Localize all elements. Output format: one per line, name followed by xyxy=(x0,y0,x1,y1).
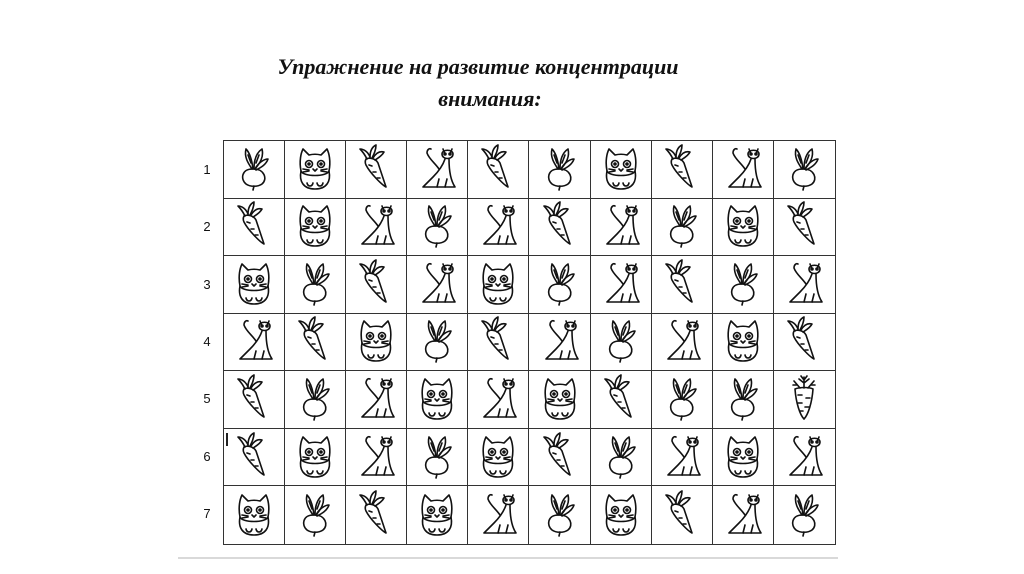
grid-cell xyxy=(774,199,835,257)
carrot-icon xyxy=(476,315,520,368)
page-title: Упражнение на развитие концентрации xyxy=(277,54,679,79)
grid-cell xyxy=(713,314,774,372)
carrot-icon xyxy=(782,200,826,253)
carrot-icon xyxy=(293,315,337,368)
grid-cell xyxy=(468,429,529,487)
grid-cell xyxy=(346,141,407,199)
grid-cell xyxy=(652,429,713,487)
carrot-detailed-icon xyxy=(782,373,826,426)
cat-sitting-icon xyxy=(354,315,398,368)
grid-cell xyxy=(774,141,835,199)
beet-icon xyxy=(415,200,459,253)
beet-icon xyxy=(415,315,459,368)
row-number: 1 xyxy=(203,162,211,177)
carrot-icon xyxy=(232,200,276,253)
cat-sitting-icon xyxy=(293,431,337,484)
cat-sitting-icon xyxy=(415,489,459,542)
grid-cell xyxy=(285,486,346,544)
grid-cell xyxy=(224,141,285,199)
beet-icon xyxy=(293,373,337,426)
beet-icon xyxy=(599,315,643,368)
grid-cell xyxy=(468,256,529,314)
beet-icon xyxy=(721,373,765,426)
grid-cell xyxy=(591,199,652,257)
carrot-icon xyxy=(232,373,276,426)
carrot-icon xyxy=(782,315,826,368)
grid-cell xyxy=(346,371,407,429)
grid-cell xyxy=(224,486,285,544)
cat-lying-icon xyxy=(354,373,398,426)
cat-lying-icon xyxy=(599,258,643,311)
grid-cell xyxy=(224,371,285,429)
cat-lying-icon xyxy=(415,258,459,311)
cat-sitting-icon xyxy=(293,143,337,196)
beet-icon xyxy=(538,258,582,311)
row-number: 6 xyxy=(203,449,211,464)
cat-sitting-icon xyxy=(599,143,643,196)
cat-lying-icon xyxy=(354,200,398,253)
carrot-icon xyxy=(538,200,582,253)
pencil-mark xyxy=(226,433,228,446)
cat-lying-icon xyxy=(232,315,276,368)
divider xyxy=(178,557,838,559)
cat-sitting-icon xyxy=(293,200,337,253)
cat-sitting-icon xyxy=(721,200,765,253)
grid-cell xyxy=(224,199,285,257)
grid-cell xyxy=(407,486,468,544)
grid-cell xyxy=(713,486,774,544)
grid-cell xyxy=(529,371,590,429)
grid-cell xyxy=(652,371,713,429)
beet-icon xyxy=(782,489,826,542)
grid-cell xyxy=(346,486,407,544)
cat-sitting-icon xyxy=(476,431,520,484)
grid-cell xyxy=(529,429,590,487)
grid-cell xyxy=(346,199,407,257)
grid-cell xyxy=(652,314,713,372)
grid-cell xyxy=(713,199,774,257)
grid-cell xyxy=(468,314,529,372)
grid-cell xyxy=(407,199,468,257)
cat-lying-icon xyxy=(476,200,520,253)
carrot-icon xyxy=(354,489,398,542)
grid-cell xyxy=(224,429,285,487)
page-subtitle: внимания: xyxy=(438,86,542,111)
beet-icon xyxy=(721,258,765,311)
grid-cell xyxy=(285,314,346,372)
grid-cell xyxy=(774,314,835,372)
cat-lying-icon xyxy=(415,143,459,196)
cat-lying-icon xyxy=(538,315,582,368)
cat-lying-icon xyxy=(476,489,520,542)
grid-cell xyxy=(468,486,529,544)
carrot-icon xyxy=(660,489,704,542)
beet-icon xyxy=(538,143,582,196)
grid-cell xyxy=(346,314,407,372)
cat-lying-icon xyxy=(599,200,643,253)
grid-cell xyxy=(224,314,285,372)
cat-sitting-icon xyxy=(232,489,276,542)
grid-cell xyxy=(774,486,835,544)
row-number: 7 xyxy=(203,506,211,521)
cat-lying-icon xyxy=(354,431,398,484)
grid-cell xyxy=(407,314,468,372)
cat-sitting-icon xyxy=(415,373,459,426)
row-number: 3 xyxy=(203,277,211,292)
beet-icon xyxy=(232,143,276,196)
beet-icon xyxy=(660,200,704,253)
exercise-grid xyxy=(223,140,836,545)
grid-cell xyxy=(713,141,774,199)
cat-lying-icon xyxy=(660,431,704,484)
cat-lying-icon xyxy=(476,373,520,426)
cat-sitting-icon xyxy=(476,258,520,311)
cat-lying-icon xyxy=(721,143,765,196)
carrot-icon xyxy=(660,143,704,196)
cat-lying-icon xyxy=(782,431,826,484)
grid-cell xyxy=(407,429,468,487)
cat-sitting-icon xyxy=(721,315,765,368)
grid-cell xyxy=(774,256,835,314)
grid-cell xyxy=(468,371,529,429)
grid-cell xyxy=(529,256,590,314)
beet-icon xyxy=(538,489,582,542)
carrot-icon xyxy=(660,258,704,311)
grid-cell xyxy=(652,141,713,199)
carrot-icon xyxy=(354,143,398,196)
grid-cell xyxy=(713,256,774,314)
grid-cell xyxy=(652,486,713,544)
row-number: 4 xyxy=(203,334,211,349)
grid-cell xyxy=(591,371,652,429)
grid-cell xyxy=(591,429,652,487)
grid-cell xyxy=(713,371,774,429)
grid-cell xyxy=(652,256,713,314)
carrot-icon xyxy=(599,373,643,426)
grid-cell xyxy=(591,486,652,544)
cat-lying-icon xyxy=(782,258,826,311)
grid-cell xyxy=(285,371,346,429)
carrot-icon xyxy=(538,431,582,484)
grid-cell xyxy=(407,371,468,429)
grid-cell xyxy=(468,141,529,199)
beet-icon xyxy=(660,373,704,426)
beet-icon xyxy=(415,431,459,484)
carrot-icon xyxy=(354,258,398,311)
grid-cell xyxy=(713,429,774,487)
grid-cell xyxy=(468,199,529,257)
grid-cell xyxy=(285,256,346,314)
row-number: 5 xyxy=(203,391,211,406)
carrot-icon xyxy=(232,431,276,484)
grid-cell xyxy=(529,141,590,199)
carrot-icon xyxy=(476,143,520,196)
beet-icon xyxy=(782,143,826,196)
grid-cell xyxy=(529,486,590,544)
cat-sitting-icon xyxy=(599,489,643,542)
grid-cell xyxy=(407,141,468,199)
row-number: 2 xyxy=(203,219,211,234)
grid-cell xyxy=(285,199,346,257)
cat-lying-icon xyxy=(660,315,704,368)
beet-icon xyxy=(293,258,337,311)
cat-sitting-icon xyxy=(721,431,765,484)
grid-cell xyxy=(224,256,285,314)
grid-cell xyxy=(591,256,652,314)
grid-cell xyxy=(591,314,652,372)
cat-lying-icon xyxy=(721,489,765,542)
grid-cell xyxy=(346,256,407,314)
grid-cell xyxy=(285,429,346,487)
grid-cell xyxy=(774,371,835,429)
grid-cell xyxy=(529,199,590,257)
grid-cell xyxy=(591,141,652,199)
grid-cell xyxy=(346,429,407,487)
beet-icon xyxy=(599,431,643,484)
grid-cell xyxy=(774,429,835,487)
cat-sitting-icon xyxy=(538,373,582,426)
grid-cell xyxy=(652,199,713,257)
cat-sitting-icon xyxy=(232,258,276,311)
grid-cell xyxy=(407,256,468,314)
beet-icon xyxy=(293,489,337,542)
grid-cell xyxy=(285,141,346,199)
grid-cell xyxy=(529,314,590,372)
